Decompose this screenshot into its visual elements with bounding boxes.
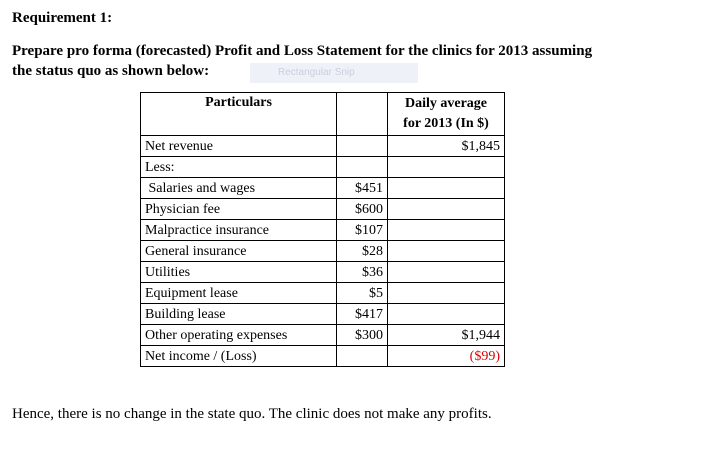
row-total: $1,845	[388, 136, 505, 157]
row-expense: $600	[337, 199, 388, 220]
row-expense: $417	[337, 304, 388, 325]
row-label: Net income / (Loss)	[141, 346, 337, 367]
header-daily-line1: Daily average	[404, 96, 488, 111]
row-label: Building lease	[141, 304, 337, 325]
row-expense: $107	[337, 220, 388, 241]
row-label: Less:	[141, 157, 337, 178]
row-total	[388, 157, 505, 178]
table-row	[141, 178, 505, 199]
snip-watermark: Rectangular Snip	[250, 63, 418, 83]
row-expense	[337, 136, 388, 157]
row-total	[388, 262, 505, 283]
row-expense: $5	[337, 283, 388, 304]
description-line-2: the status quo as shown below:	[12, 63, 210, 79]
row-label: Equipment lease	[141, 283, 337, 304]
row-total	[388, 199, 505, 220]
row-label: Other operating expenses	[141, 325, 337, 346]
table-row	[141, 283, 505, 304]
table-row	[141, 241, 505, 262]
header-empty-cell	[337, 93, 388, 136]
row-label: Utilities	[141, 262, 337, 283]
row-total	[388, 304, 505, 325]
row-label: General insurance	[141, 241, 337, 262]
header-particulars: Particulars	[141, 93, 337, 136]
row-total	[388, 241, 505, 262]
profit-loss-table	[140, 92, 505, 367]
table-row-net-income	[141, 346, 505, 367]
row-label: Malpractice insurance	[141, 220, 337, 241]
header-daily-line2: for 2013 (In $)	[403, 116, 489, 131]
conclusion-text: Hence, there is no change in the state quo. The clinic does not make any profits.	[12, 406, 492, 422]
row-expense: $36	[337, 262, 388, 283]
row-expense: $451	[337, 178, 388, 199]
table-row	[141, 325, 505, 346]
row-total	[388, 283, 505, 304]
row-total: $1,944	[388, 325, 505, 346]
row-label: Net revenue	[141, 136, 337, 157]
net-loss-value: ($99)	[388, 346, 505, 367]
row-total	[388, 220, 505, 241]
table-row	[141, 157, 505, 178]
table-row	[141, 199, 505, 220]
row-expense: $300	[337, 325, 388, 346]
row-label: Salaries and wages	[141, 178, 337, 199]
table-row	[141, 220, 505, 241]
requirement-title: Requirement 1:	[12, 10, 113, 26]
table-row	[141, 304, 505, 325]
description-line-1: Prepare pro forma (forecasted) Profit and Loss Statement for the clinics for 2013 assuming	[12, 43, 593, 59]
row-total	[388, 178, 505, 199]
row-expense	[337, 157, 388, 178]
row-expense: $28	[337, 241, 388, 262]
header-daily-average	[388, 93, 505, 136]
row-label: Physician fee	[141, 199, 337, 220]
table-header-row	[141, 93, 505, 136]
table-row	[141, 262, 505, 283]
table-row	[141, 136, 505, 157]
row-expense	[337, 346, 388, 367]
